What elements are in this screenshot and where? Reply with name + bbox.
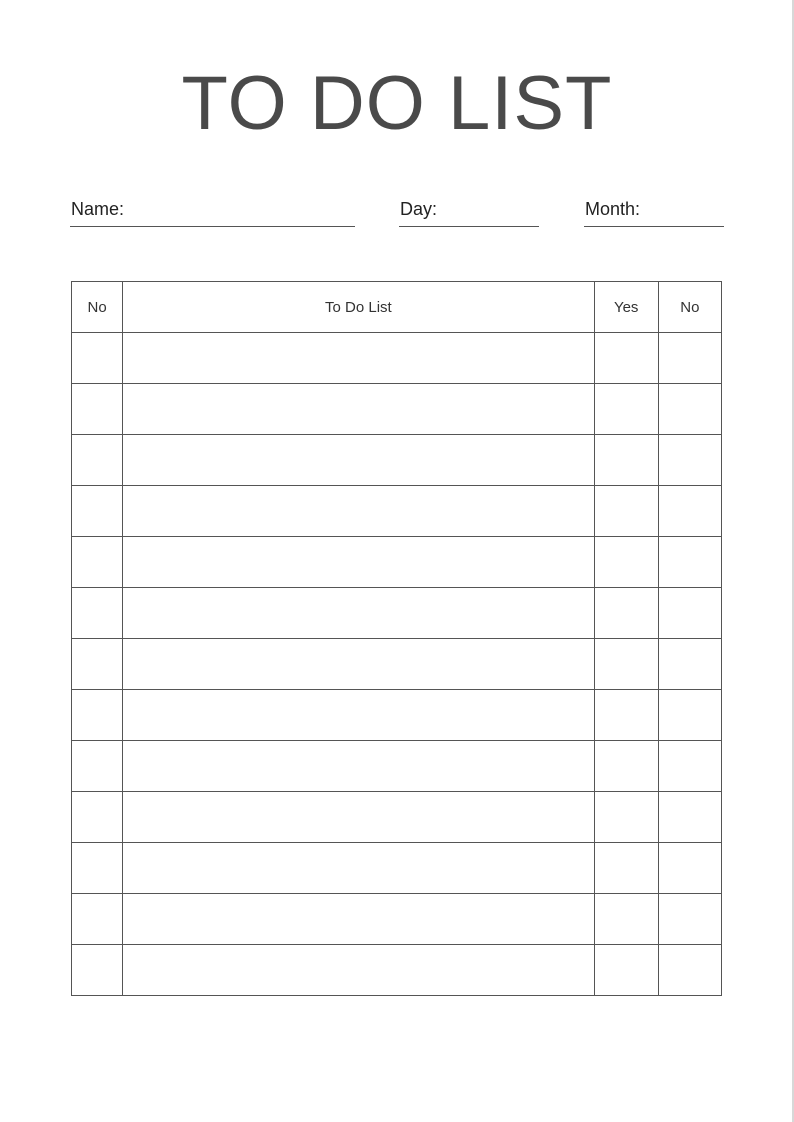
- row-yes-cell[interactable]: [594, 843, 658, 894]
- row-number-cell: [72, 435, 123, 486]
- row-yes-cell[interactable]: [594, 435, 658, 486]
- row-yes-cell[interactable]: [594, 486, 658, 537]
- row-no-cell[interactable]: [658, 894, 721, 945]
- table-row: [72, 741, 722, 792]
- row-no-cell[interactable]: [658, 435, 721, 486]
- row-yes-cell[interactable]: [594, 588, 658, 639]
- row-yes-cell[interactable]: [594, 741, 658, 792]
- row-task-cell[interactable]: [123, 537, 594, 588]
- table-row: [72, 945, 722, 996]
- row-no-cell[interactable]: [658, 333, 721, 384]
- row-task-cell[interactable]: [123, 435, 594, 486]
- row-yes-cell[interactable]: [594, 945, 658, 996]
- row-number-cell: [72, 639, 123, 690]
- row-yes-cell[interactable]: [594, 537, 658, 588]
- header-number: No: [72, 282, 123, 333]
- row-number-cell: [72, 588, 123, 639]
- row-no-cell[interactable]: [658, 690, 721, 741]
- table-row: [72, 333, 722, 384]
- table-row: [72, 588, 722, 639]
- row-number-cell: [72, 792, 123, 843]
- row-number-cell: [72, 690, 123, 741]
- page-title: TO DO LIST: [181, 61, 613, 146]
- row-no-cell[interactable]: [658, 945, 721, 996]
- row-task-cell[interactable]: [123, 486, 594, 537]
- row-yes-cell[interactable]: [594, 384, 658, 435]
- row-yes-cell[interactable]: [594, 894, 658, 945]
- row-number-cell: [72, 333, 123, 384]
- todo-table: [71, 281, 722, 996]
- row-task-cell[interactable]: [123, 333, 594, 384]
- name-label: Name:: [71, 199, 125, 219]
- row-task-cell[interactable]: [123, 792, 594, 843]
- row-task-cell[interactable]: [123, 690, 594, 741]
- row-number-cell: [72, 894, 123, 945]
- month-field[interactable]: [584, 198, 724, 227]
- day-field[interactable]: [399, 198, 539, 227]
- table-row: [72, 639, 722, 690]
- table-header-row: [72, 282, 722, 333]
- table-row: [72, 384, 722, 435]
- row-number-cell: [72, 945, 123, 996]
- name-field[interactable]: [70, 198, 355, 227]
- header-task: To Do List: [123, 282, 594, 333]
- row-no-cell[interactable]: [658, 843, 721, 894]
- row-task-cell[interactable]: [123, 945, 594, 996]
- row-yes-cell[interactable]: [594, 333, 658, 384]
- row-task-cell[interactable]: [123, 741, 594, 792]
- row-number-cell: [72, 843, 123, 894]
- row-no-cell[interactable]: [658, 486, 721, 537]
- table-row: [72, 894, 722, 945]
- header-yes: Yes: [594, 282, 658, 333]
- row-number-cell: [72, 384, 123, 435]
- table-body: [72, 333, 722, 996]
- row-no-cell[interactable]: [658, 384, 721, 435]
- row-yes-cell[interactable]: [594, 690, 658, 741]
- day-label: Day:: [400, 199, 438, 219]
- table-row: [72, 537, 722, 588]
- row-number-cell: [72, 741, 123, 792]
- header-no: No: [658, 282, 721, 333]
- row-task-cell[interactable]: [123, 639, 594, 690]
- row-task-cell[interactable]: [123, 843, 594, 894]
- month-label: Month:: [585, 199, 641, 219]
- row-no-cell[interactable]: [658, 588, 721, 639]
- row-number-cell: [72, 537, 123, 588]
- table-row: [72, 690, 722, 741]
- row-number-cell: [72, 486, 123, 537]
- row-task-cell[interactable]: [123, 384, 594, 435]
- table-row: [72, 792, 722, 843]
- row-no-cell[interactable]: [658, 792, 721, 843]
- table-row: [72, 435, 722, 486]
- row-no-cell[interactable]: [658, 537, 721, 588]
- row-task-cell[interactable]: [123, 894, 594, 945]
- row-no-cell[interactable]: [658, 639, 721, 690]
- row-task-cell[interactable]: [123, 588, 594, 639]
- table-row: [72, 843, 722, 894]
- row-yes-cell[interactable]: [594, 639, 658, 690]
- row-yes-cell[interactable]: [594, 792, 658, 843]
- table-row: [72, 486, 722, 537]
- row-no-cell[interactable]: [658, 741, 721, 792]
